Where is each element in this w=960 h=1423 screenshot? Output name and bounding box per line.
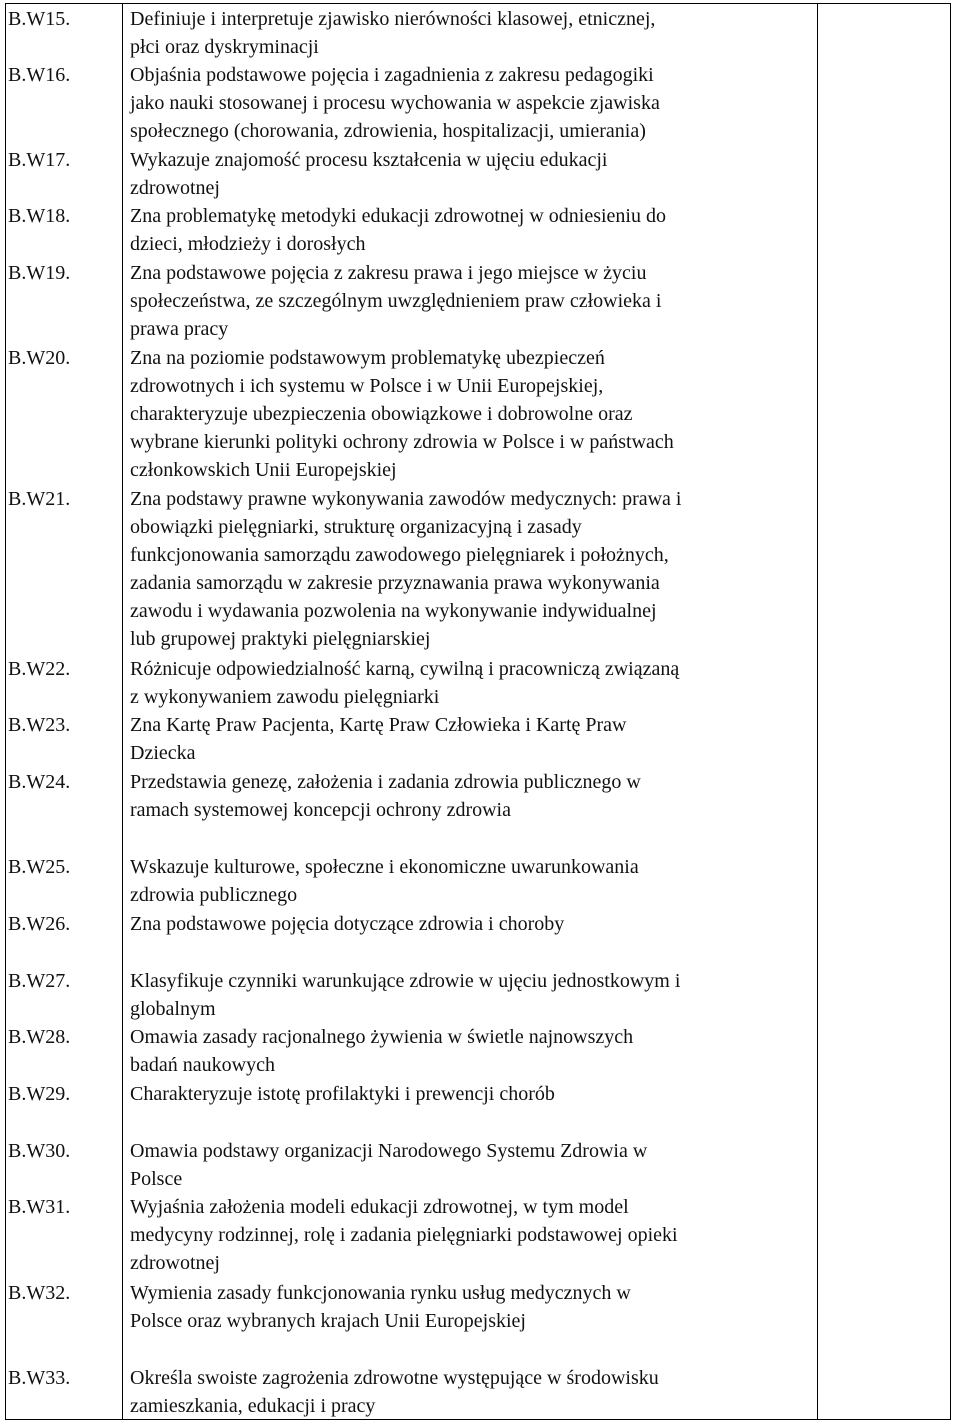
outcome-description: Omawia podstawy organizacji Narodowego Systemu Zdrowia w Polsce <box>130 1140 648 1190</box>
outcome-description: Klasyfikuje czynniki warunkujące zdrowie w ujęciu jednostkowym i globalnym <box>130 970 681 1020</box>
outcome-description: Wyjaśnia założenia modeli edukacji zdrowotnej, w tym model medycyny rodzinnej, rolę i zadania pielęgniarki podstawowej opieki zdrowotnej <box>130 1196 678 1274</box>
outcome-description: Zna na poziomie podstawowym problematykę ubezpieczeń zdrowotnych i ich systemu w Polsce i w Unii Europejskiej, charakteryzuje ubezpieczenia obowiązkowe i dobrowolne oraz wybrane kierunki polityki ochrony zdrowia w Polsce i w państwach członkowskich Unii Europejskiej <box>130 347 674 481</box>
outcome-description: Wymienia zasady funkcjonowania rynku usług medycznych w Polsce oraz wybranych krajach Unii Europejskiej <box>130 1282 631 1332</box>
outcome-description: Wykazuje znajomość procesu kształcenia w ujęciu edukacji zdrowotnej <box>130 149 608 199</box>
outcome-code: B.W33. <box>8 1367 71 1389</box>
outcome-description: Przedstawia genezę, założenia i zadania zdrowia publicznego w ramach systemowej koncepcji ochrony zdrowia <box>130 771 641 821</box>
outcome-code: B.W30. <box>8 1140 71 1162</box>
outcome-code: B.W18. <box>8 205 71 227</box>
outcome-description: Zna podstawy prawne wykonywania zawodów medycznych: prawa i obowiązki pielęgniarki, strukturę organizacyjną i zasady funkcjonowania samorządu zawodowego pielęgniarek i położnych, zadania samorządu w zakresie przyznawania prawa wykonywania zawodu i wydawania pozwolenia na wykonywanie indywidualnej lub grupowej praktyki pielęgniarskiej <box>130 488 682 650</box>
outcome-description: Objaśnia podstawowe pojęcia i zagadnienia z zakresu pedagogiki jako nauki stosowanej i procesu wychowania w aspekcie zjawiska społecznego (chorowania, zdrowienia, hospitalizacji, umierania) <box>130 64 660 142</box>
outcome-code: B.W26. <box>8 913 71 935</box>
outcome-code: B.W21. <box>8 488 71 510</box>
outcome-description: Omawia zasady racjonalnego żywienia w świetle najnowszych badań naukowych <box>130 1026 634 1076</box>
outcome-code: B.W29. <box>8 1083 71 1105</box>
outcome-code: B.W27. <box>8 970 71 992</box>
outcome-code: B.W24. <box>8 771 71 793</box>
outcome-code: B.W16. <box>8 64 71 86</box>
outcome-code: B.W31. <box>8 1196 71 1218</box>
outcome-code: B.W20. <box>8 347 71 369</box>
outcome-code: B.W32. <box>8 1282 71 1304</box>
outcome-description: Zna Kartę Praw Pacjenta, Kartę Praw Człowieka i Kartę Praw Dziecka <box>130 714 627 764</box>
outcome-description: Zna podstawowe pojęcia dotyczące zdrowia i choroby <box>130 913 565 935</box>
outcome-description: Zna problematykę metodyki edukacji zdrowotnej w odniesieniu do dzieci, młodzieży i dorosłych <box>130 205 666 255</box>
outcome-code: B.W19. <box>8 262 71 284</box>
outcome-code: B.W28. <box>8 1026 71 1048</box>
outcome-code: B.W23. <box>8 714 71 736</box>
outcome-description: Wskazuje kulturowe, społeczne i ekonomiczne uwarunkowania zdrowia publicznego <box>130 856 639 906</box>
outcome-code: B.W15. <box>8 8 71 30</box>
outcome-description: Różnicuje odpowiedzialność karną, cywilną i pracowniczą związaną z wykonywaniem zawodu pielęgniarki <box>130 658 680 708</box>
column-divider-code <box>122 4 123 1419</box>
outcome-description: Zna podstawowe pojęcia z zakresu prawa i jego miejsce w życiu społeczeństwa, ze szczególnym uwzględnieniem praw człowieka i prawa pracy <box>130 262 662 340</box>
outcome-description: Określa swoiste zagrożenia zdrowotne występujące w środowisku zamieszkania, edukacji i pracy <box>130 1367 659 1417</box>
outcome-description: Definiuje i interpretuje zjawisko nierówności klasowej, etnicznej, płci oraz dyskryminacji <box>130 8 656 58</box>
outcome-code: B.W17. <box>8 149 71 171</box>
outcome-code: B.W25. <box>8 856 71 878</box>
outcome-description: Charakteryzuje istotę profilaktyki i prewencji chorób <box>130 1083 555 1105</box>
outcome-code: B.W22. <box>8 658 71 680</box>
